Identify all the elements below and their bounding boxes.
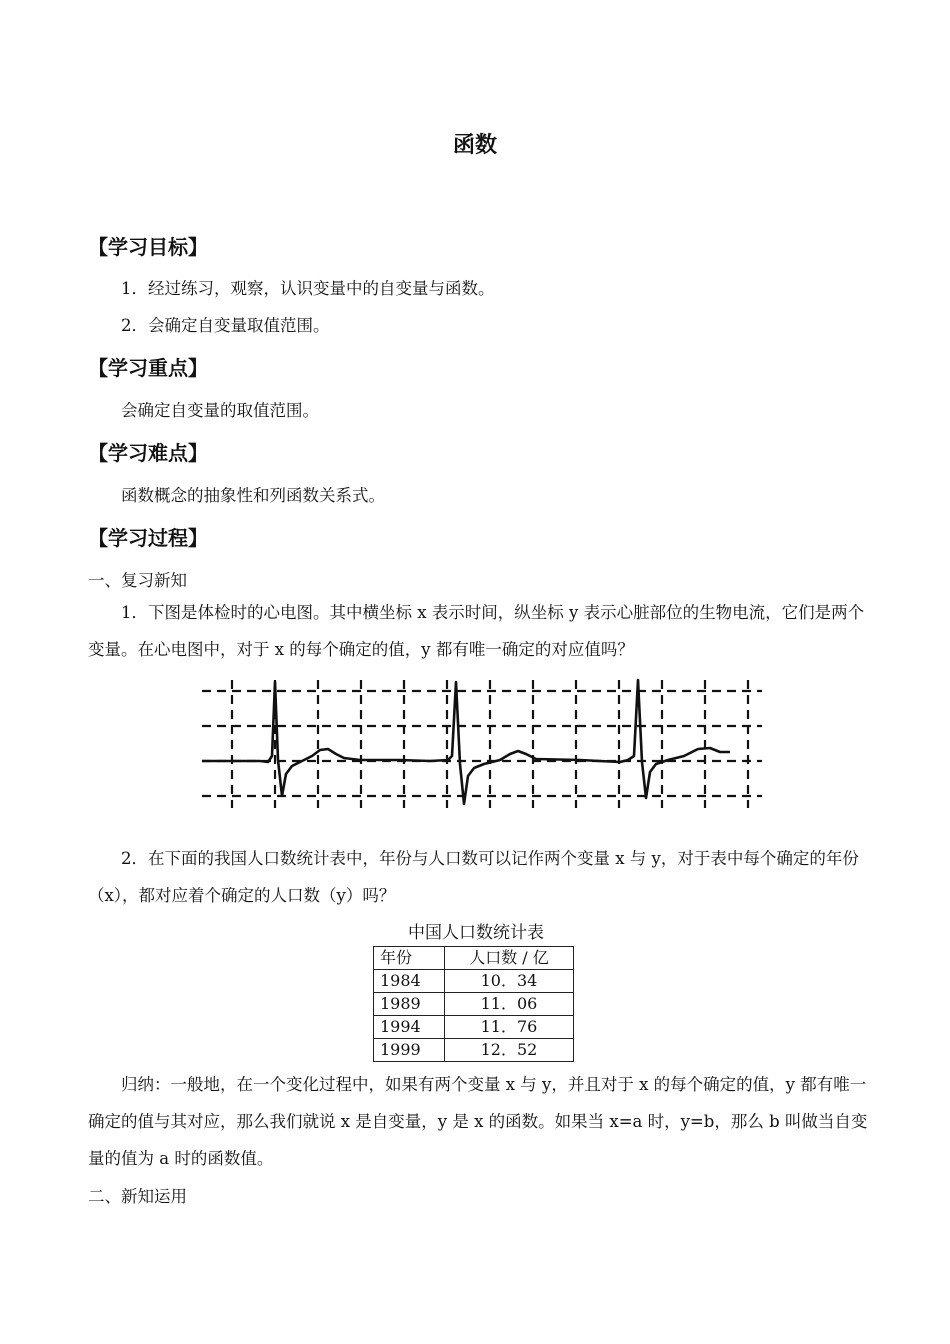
goal-item-1: 1．经过练习，观察，认识变量中的自变量与函数。 [121,279,495,298]
summary-paragraph: 归纳：一般地，在一个变化过程中，如果有两个变量 x 与 y，并且对于 x 的每个确定的值，y 都有唯一确定的值与其对应，那么我们就说 x 是自变量，y 是 x 的函数。如果当 x=a 时，y=b，那么 b 叫做当自变量的值为 a 时的函数值。 [88,1075,868,1168]
cell-population: 11．06 [445,993,574,1016]
header-year: 年份 [374,947,445,970]
goal-item-2: 2．会确定自变量取值范围。 [121,316,330,335]
cell-population: 10．34 [445,970,574,993]
ecg-figure [200,676,766,812]
goals-heading: 【学习目标】 [88,235,208,259]
table-row [374,1016,574,1039]
cell-year: 1994 [374,1016,445,1039]
page-title: 函数 [452,133,497,158]
table-row [374,970,574,993]
apply-heading: 二、新知运用 [88,1187,187,1206]
table-row [374,993,574,1016]
ecg-grid [202,680,762,808]
population-table [373,946,574,1062]
key-heading: 【学习重点】 [88,356,208,380]
table-row [374,1039,574,1062]
question-1: 1．下图是体检时的心电图。其中横坐标 x 表示时间，纵坐标 y 表示心脏部位的生物电流，它们是两个变量。在心电图中，对于 x 的每个确定的值，y 都有唯一确定的对应值吗？ [88,603,865,659]
cell-year: 1984 [374,970,445,993]
question-2: 2．在下面的我国人口数统计表中，年份与人口数可以记作两个变量 x 与 y，对于表中每个确定的年份（x），都对应着个确定的人口数（y）吗？ [88,849,859,905]
table-header-row [374,947,574,970]
cell-population: 12．52 [445,1039,574,1062]
cell-population: 11．76 [445,1016,574,1039]
header-population: 人口数 / 亿 [445,947,574,970]
cell-year: 1989 [374,993,445,1016]
ecg-trace [202,680,730,804]
key-text: 会确定自变量的取值范围。 [121,401,319,420]
difficulty-text: 函数概念的抽象性和列函数关系式。 [121,486,385,505]
review-heading: 一、复习新知 [88,571,187,590]
cell-year: 1999 [374,1039,445,1062]
process-heading: 【学习过程】 [88,526,208,550]
difficulty-heading: 【学习难点】 [88,441,208,465]
table-caption: 中国人口数统计表 [408,923,544,943]
